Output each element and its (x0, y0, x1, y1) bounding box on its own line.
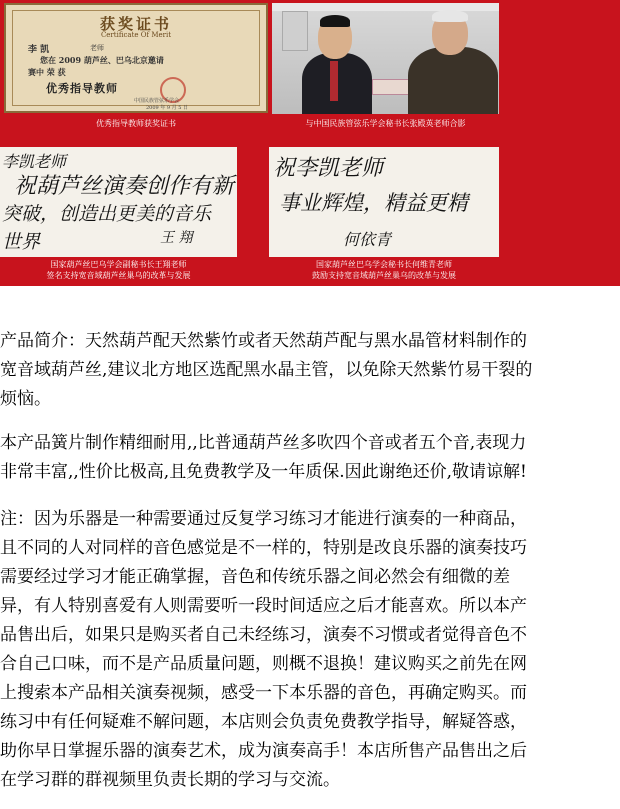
calligraphy-left-line: 李凯老师 (2, 152, 67, 171)
purchase-note (0, 505, 620, 795)
calligraphy-right-signature: 何依青 (343, 230, 392, 249)
certificate-role: 老师 (90, 44, 104, 52)
reed-description (0, 429, 620, 487)
text-line: 宽音域葫芦丝,建议北方地区选配黑水晶主管，以免除天然紫竹易干裂的 (0, 360, 533, 380)
photo-caption: 与中国民族管弦乐学会秘书长张殿英老师合影 (305, 119, 466, 128)
photo-window (282, 11, 308, 51)
certificate-line1: 您在 2009 葫芦丝、巴乌北京邀请 (40, 55, 164, 65)
text-line: 产品简介：天然葫芦配天然紫竹或者天然葫芦配与黑水晶管材料制作的 (0, 331, 527, 351)
calligraphy-right-caption: 国家葫芦丝巴乌学会秘书长何维青老师 (316, 260, 452, 269)
certificate-name: 李 凯 (28, 45, 50, 55)
certificate-issuer: 中国民族管弦乐学会 (134, 98, 180, 104)
calligraphy-left-line: 世界 (2, 231, 41, 253)
certificate-subtitle: Certificate Of Merit (100, 31, 172, 39)
calligraphy-left-caption: 国家葫芦丝巴乌学会副秘书长王翔老师 (50, 260, 187, 269)
text-line: 练习中有任何疑难不解问题，本店则会负责免费教学指导，解疑答惑， (0, 712, 527, 732)
certificate-line2: 赛中 荣 获 (28, 67, 66, 77)
calligraphy-right-line: 事业辉煌，精益更精 (279, 191, 468, 215)
photo-tie (330, 61, 338, 101)
certificate-award: 优秀指导教师 (46, 82, 118, 95)
certificate-image (4, 3, 268, 113)
calligraphy-left-line: 祝葫芦丝演奏创作有新 (14, 174, 235, 199)
group-photo (272, 3, 499, 114)
certificate-title: 获奖证书 (99, 15, 172, 33)
honors-banner (0, 0, 620, 286)
calligraphy-right-caption: 鼓励支持宽音域葫芦丝巢乌的改革与发展 (312, 271, 456, 280)
certificate-caption: 优秀指导教师获奖证书 (96, 119, 176, 128)
text-line: 异，有人特别喜爱有人则需要听一段时间适应之后才能喜欢。所以本产 (0, 596, 527, 616)
calligraphy-left-caption: 签名支持宽音域葫芦丝巢乌的改革与发展 (46, 271, 191, 280)
calligraphy-left-signature: 王 翔 (160, 230, 193, 246)
text-line: 上搜索本产品相关演奏视频，感受一下本乐器的音色，再确定购买。而 (0, 683, 527, 703)
photo-person-right (408, 47, 498, 114)
text-line: 在学习群的群视频里负责长期的学习与交流。 (0, 770, 340, 790)
text-line: 品售出后，如果只是购买者自己未经练习，演奏不习惯或者觉得音色不 (0, 625, 527, 645)
photo-certificate-folder (372, 79, 412, 95)
calligraphy-left (0, 147, 237, 283)
calligraphy-left-line: 突破，创造出更美的音乐 (2, 203, 212, 225)
text-line: 合自己口味，而不是产品质量问题，则概不退换！建议购买之前先在网 (0, 654, 527, 674)
calligraphy-right (269, 147, 499, 283)
certificate-date: 2009 年 9 月 5 日 (146, 105, 189, 111)
text-line: 注：因为乐器是一种需要通过反复学习练习才能进行演奏的一种商品， (0, 509, 527, 529)
text-line: 需要经过学习才能正确掌握，音色和传统乐器之间必然会有细微的差 (0, 567, 510, 587)
product-intro (0, 327, 620, 414)
text-line: 且不同的人对同样的音色感觉是不一样的，特别是改良乐器的演奏技巧 (0, 538, 527, 558)
calligraphy-right-line: 祝李凯老师 (273, 156, 384, 181)
text-line: 本产品簧片制作精细耐用,,比普通葫芦丝多吹四个音或者五个音,表现力 (0, 433, 527, 453)
text-line: 非常丰富,,性价比极高,且免费教学及一年质保.因此谢绝还价,敬请谅解! (0, 462, 527, 482)
text-line: 助你早日掌握乐器的演奏艺术，成为演奏高手！本店所售产品售出之后 (0, 741, 527, 761)
text-line: 烦恼。 (0, 389, 51, 409)
